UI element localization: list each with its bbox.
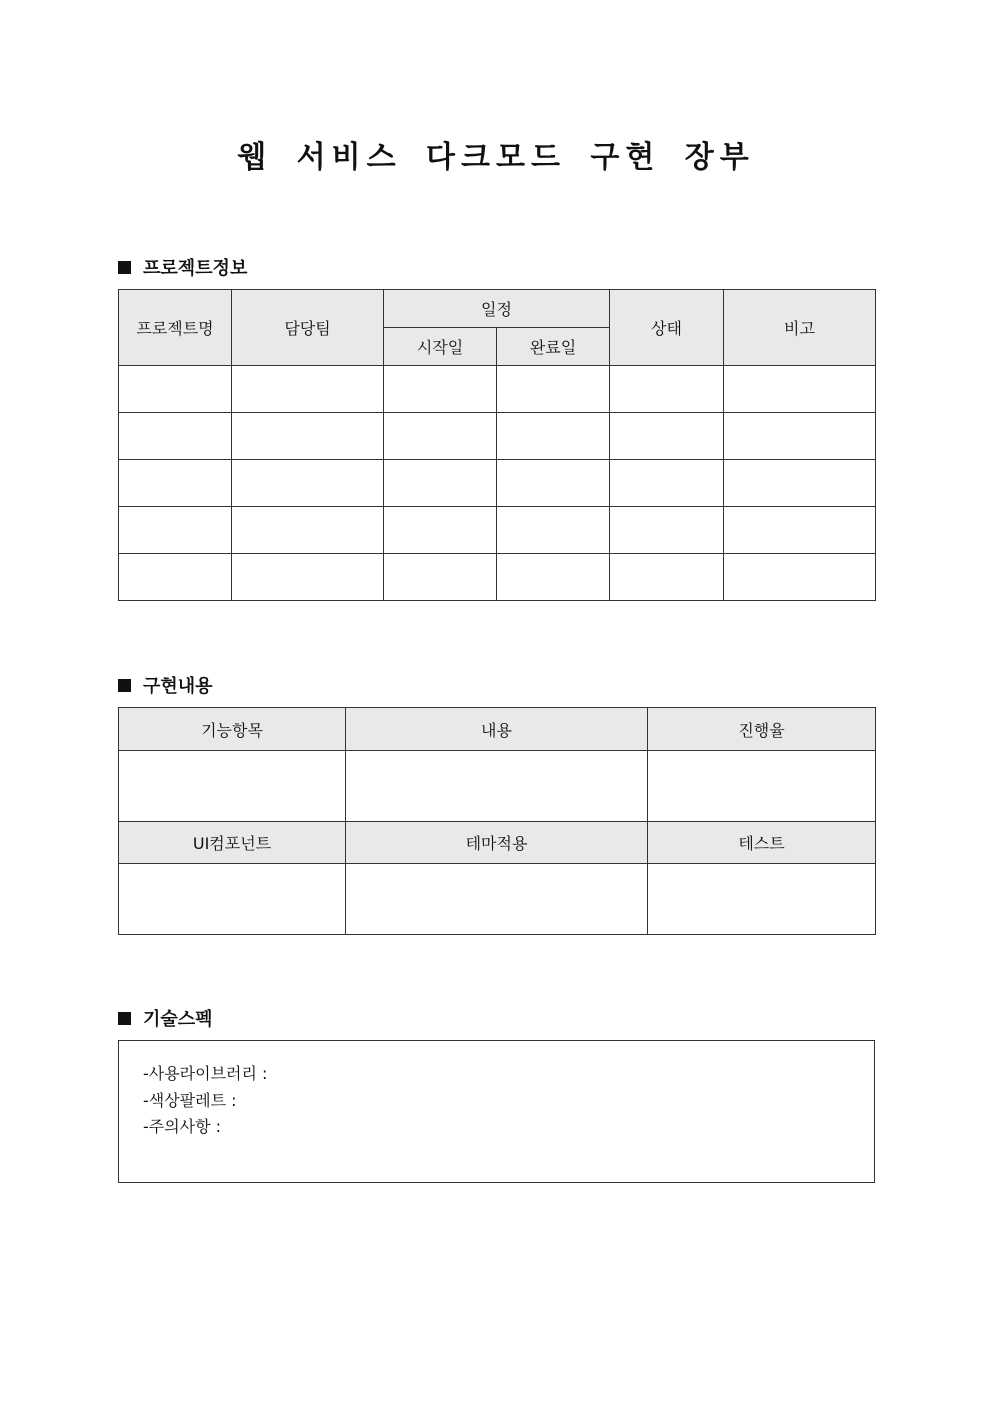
header-note: 비고 <box>724 290 876 366</box>
project-table-cell[interactable] <box>119 554 232 601</box>
header-test: 테스트 <box>648 822 876 864</box>
header-status: 상태 <box>610 290 724 366</box>
cell-content-input[interactable] <box>346 751 648 822</box>
project-table-row <box>119 507 876 554</box>
section-tech-spec-label: 기술스펙 <box>143 1009 213 1030</box>
section-implementation <box>118 672 213 698</box>
project-table-row <box>119 366 876 413</box>
header-progress: 진행율 <box>648 708 876 751</box>
project-table-cell[interactable] <box>384 366 497 413</box>
implementation-table <box>118 707 876 935</box>
project-table-cell[interactable] <box>119 507 232 554</box>
project-table-cell[interactable] <box>384 507 497 554</box>
cell-ui-component-input[interactable] <box>119 864 346 935</box>
project-table-cell[interactable] <box>724 554 876 601</box>
project-table-cell[interactable] <box>497 554 610 601</box>
project-info-table <box>118 289 876 601</box>
project-table-cell[interactable] <box>497 507 610 554</box>
header-team: 담당팀 <box>232 290 384 366</box>
header-end-date: 완료일 <box>497 328 610 366</box>
cell-theme-apply-input[interactable] <box>346 864 648 935</box>
project-table-cell[interactable] <box>384 413 497 460</box>
project-table-body <box>119 366 876 601</box>
project-table-cell[interactable] <box>119 460 232 507</box>
header-project-name: 프로젝트명 <box>119 290 232 366</box>
project-table-cell[interactable] <box>384 554 497 601</box>
project-table-cell[interactable] <box>232 413 384 460</box>
header-content: 내용 <box>346 708 648 751</box>
project-table-row <box>119 554 876 601</box>
project-table-cell[interactable] <box>724 366 876 413</box>
project-table-cell[interactable] <box>119 366 232 413</box>
project-table-cell[interactable] <box>119 413 232 460</box>
project-table-cell[interactable] <box>610 413 724 460</box>
spec-palette-line: -색상팔레트 : <box>143 1090 237 1110</box>
project-table-cell[interactable] <box>232 460 384 507</box>
section-tech-spec <box>118 1005 213 1031</box>
header-start-date: 시작일 <box>384 328 497 366</box>
project-table-cell[interactable] <box>232 366 384 413</box>
cell-test-input[interactable] <box>648 864 876 935</box>
section-project-info <box>118 254 247 280</box>
section-project-info-label: 프로젝트정보 <box>143 258 248 279</box>
project-table-cell[interactable] <box>610 366 724 413</box>
project-table-cell[interactable] <box>610 460 724 507</box>
spec-library-line: -사용라이브러리 : <box>143 1064 268 1083</box>
square-bullet-icon <box>118 1012 131 1025</box>
project-table-cell[interactable] <box>497 366 610 413</box>
project-table-cell[interactable] <box>610 554 724 601</box>
document-title: 웹 서비스 다크모드 구현 장부 <box>237 140 755 175</box>
cell-progress-input[interactable] <box>648 751 876 822</box>
section-implementation-label: 구현내용 <box>143 676 213 697</box>
square-bullet-icon <box>118 261 131 274</box>
header-feature: 기능항목 <box>119 708 346 751</box>
project-table-cell[interactable] <box>232 507 384 554</box>
header-theme-apply: 테마적용 <box>346 822 648 864</box>
square-bullet-icon <box>118 679 131 692</box>
project-table-cell[interactable] <box>232 554 384 601</box>
project-table-cell[interactable] <box>497 413 610 460</box>
header-schedule: 일정 <box>384 290 610 328</box>
project-table-row <box>119 413 876 460</box>
project-table-cell[interactable] <box>724 413 876 460</box>
spec-caution-line: -주의사항 : <box>143 1117 222 1136</box>
project-table-cell[interactable] <box>724 507 876 554</box>
tech-spec-box[interactable] <box>118 1040 875 1183</box>
project-table-row <box>119 460 876 507</box>
project-table-cell[interactable] <box>497 460 610 507</box>
cell-feature-input[interactable] <box>119 751 346 822</box>
project-table-cell[interactable] <box>724 460 876 507</box>
project-table-cell[interactable] <box>384 460 497 507</box>
project-table-cell[interactable] <box>610 507 724 554</box>
header-ui-component: UI컴포넌트 <box>119 822 346 864</box>
